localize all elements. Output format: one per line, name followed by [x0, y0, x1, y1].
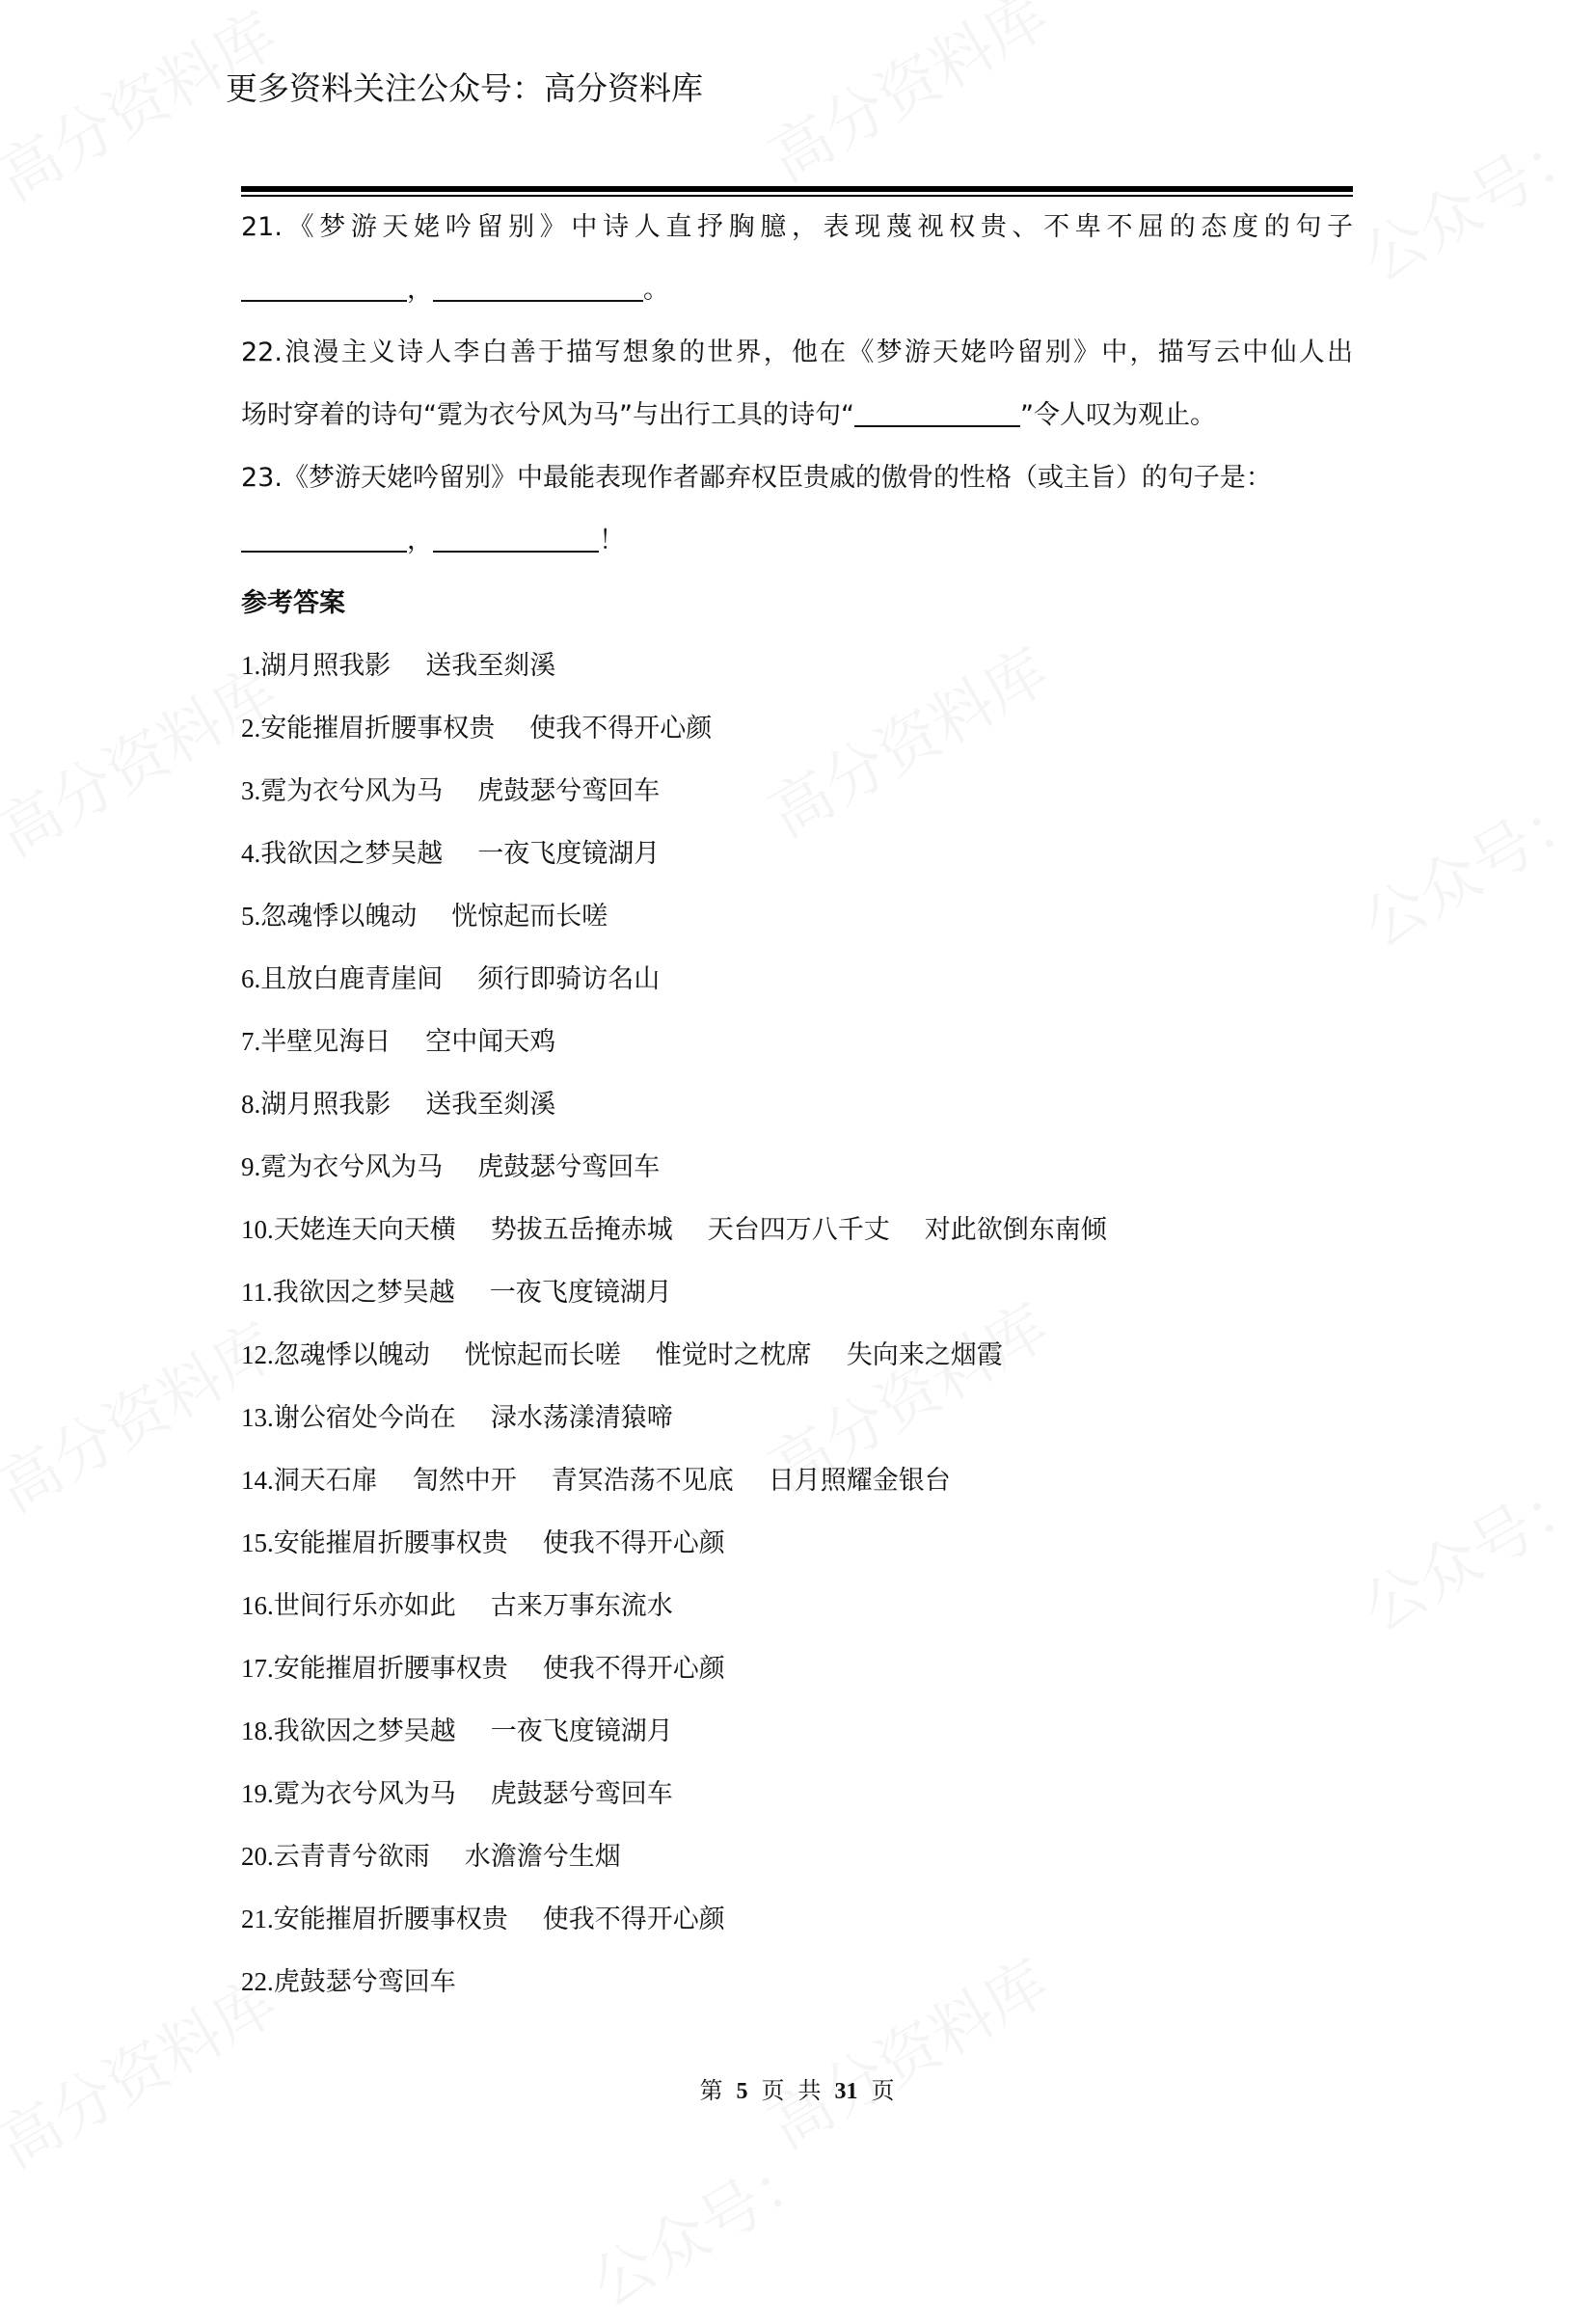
answer-text: 失向来之烟霞 — [846, 1340, 1003, 1370]
answer-number: 22. — [241, 1967, 274, 1996]
answer-item — [241, 760, 1353, 823]
answer-number: 17. — [241, 1654, 274, 1683]
answer-text: 訇然中开 — [412, 1466, 517, 1496]
document-body — [241, 196, 1353, 2013]
answer-text: 天台四万八千丈 — [707, 1215, 890, 1245]
answer-text: 安能摧眉折腰事权贵 — [273, 1528, 508, 1558]
answer-number: 9. — [241, 1152, 261, 1181]
answer-text: 一夜飞度镜湖月 — [490, 1716, 673, 1746]
question-text: 场时穿着的诗句“霓为衣兮风为马”与出行工具的诗句“ — [241, 400, 854, 430]
answer-item — [241, 1700, 1353, 1763]
answer-item — [241, 1825, 1353, 1888]
answer-text: 虎鼓瑟兮鸾回车 — [490, 1779, 673, 1809]
answer-text: 虎鼓瑟兮鸾回车 — [477, 776, 661, 806]
answer-list — [241, 635, 1353, 2013]
answer-number: 8. — [241, 1090, 261, 1119]
page-footer — [0, 2071, 1594, 2105]
footer-text: 第 — [699, 2079, 723, 2104]
period: 。 — [643, 275, 669, 305]
answer-number: 3. — [241, 776, 261, 805]
answer-text: 湖月照我影 — [260, 651, 392, 681]
answer-text: 青冥浩荡不见底 — [551, 1466, 734, 1496]
answer-text: 惟觉时之枕席 — [655, 1340, 812, 1370]
answer-text: 空中闻天鸡 — [425, 1027, 556, 1057]
answer-number: 11. — [241, 1278, 273, 1307]
question-23-blanks — [241, 509, 1353, 572]
answer-text: 虎鼓瑟兮鸾回车 — [273, 1967, 456, 1997]
answer-text: 恍惊起而长嗟 — [451, 902, 608, 932]
answer-text: 虎鼓瑟兮鸾回车 — [477, 1152, 661, 1182]
answers-title: 参考答案 — [241, 588, 345, 618]
answer-number: 6. — [241, 964, 261, 993]
watermark — [1344, 1448, 1594, 1649]
answer-text: 一夜飞度镜湖月 — [477, 839, 661, 869]
answer-text: 我欲因之梦吴越 — [260, 839, 444, 869]
answer-blank[interactable] — [433, 275, 643, 302]
page-number: 5 — [736, 2079, 748, 2104]
answer-number: 19. — [241, 1779, 274, 1808]
answer-number: 1. — [241, 651, 261, 680]
answer-item — [241, 1575, 1353, 1637]
answer-item — [241, 1261, 1353, 1324]
answer-text: 世间行乐亦如此 — [273, 1591, 456, 1621]
question-23: 23.《梦游天姥吟留别》中最能表现作者鄙弃权臣贵戚的傲骨的性格（或主旨）的句子是： — [241, 463, 1272, 493]
footer-text: 页 共 — [761, 2079, 822, 2104]
answer-text: 云青青兮欲雨 — [273, 1842, 430, 1872]
answer-text: 我欲因之梦吴越 — [273, 1716, 456, 1746]
answer-text: 且放白鹿青崖间 — [260, 964, 444, 994]
answer-text: 安能摧眉折腰事权贵 — [260, 714, 496, 743]
answer-number: 7. — [241, 1027, 261, 1056]
answer-text: 古来万事东流水 — [490, 1591, 673, 1621]
answer-number: 4. — [241, 839, 261, 868]
answer-item — [241, 1888, 1353, 1951]
answer-number: 15. — [241, 1528, 274, 1557]
answer-item — [241, 1387, 1353, 1449]
answer-item — [241, 823, 1353, 885]
answer-number: 20. — [241, 1842, 274, 1871]
answer-text: 霓为衣兮风为马 — [260, 776, 444, 806]
answer-number: 2. — [241, 714, 261, 743]
answer-item — [241, 1324, 1353, 1387]
answer-text: 对此欲倒东南倾 — [924, 1215, 1107, 1245]
answer-item — [241, 1011, 1353, 1073]
answer-text: 霓为衣兮风为马 — [273, 1779, 456, 1809]
question-22-line2 — [241, 384, 1353, 446]
answer-blank[interactable] — [241, 275, 407, 302]
page-header: 更多资料关注公众号：高分资料库 — [226, 69, 703, 107]
answer-text: 须行即骑访名山 — [477, 964, 661, 994]
answer-number: 13. — [241, 1403, 274, 1432]
answer-number: 16. — [241, 1591, 274, 1620]
total-pages: 31 — [834, 2079, 858, 2104]
answer-item — [241, 635, 1353, 697]
answer-text: 恍惊起而长嗟 — [464, 1340, 621, 1370]
answer-number: 12. — [241, 1340, 274, 1369]
answer-text: 日月照耀金银台 — [768, 1466, 951, 1496]
watermark — [1344, 764, 1594, 964]
answer-number: 10. — [241, 1215, 274, 1244]
answer-number: 18. — [241, 1716, 274, 1745]
answer-item — [241, 1199, 1353, 1261]
question-text: ”令人叹为观止。 — [1019, 400, 1216, 430]
exclamation: ！ — [599, 526, 625, 555]
question-21-blanks — [241, 258, 1353, 321]
answer-text: 一夜飞度镜湖月 — [489, 1278, 672, 1308]
answer-item — [241, 1763, 1353, 1825]
answer-text: 使我不得开心颜 — [529, 714, 713, 743]
answer-text: 送我至剡溪 — [425, 651, 556, 681]
answer-number: 21. — [241, 1905, 274, 1933]
answer-text: 霓为衣兮风为马 — [260, 1152, 444, 1182]
answer-item — [241, 885, 1353, 948]
answer-text: 我欲因之梦吴越 — [272, 1278, 455, 1308]
answer-text: 谢公宿处今尚在 — [273, 1403, 456, 1433]
answer-item — [241, 1637, 1353, 1700]
separator: ， — [407, 526, 433, 555]
answer-text: 半壁见海日 — [260, 1027, 392, 1057]
separator: ， — [407, 275, 433, 305]
answer-text: 送我至剡溪 — [425, 1090, 556, 1120]
answer-text: 天姥连天向天横 — [273, 1215, 456, 1245]
answer-text: 使我不得开心颜 — [542, 1905, 725, 1934]
watermark — [573, 2123, 831, 2324]
answer-item — [241, 697, 1353, 760]
answer-blank[interactable] — [241, 526, 407, 553]
watermark — [1344, 98, 1594, 299]
answer-text: 安能摧眉折腰事权贵 — [273, 1654, 508, 1684]
footer-text: 页 — [871, 2079, 895, 2104]
answer-text: 渌水荡漾清猿啼 — [490, 1403, 673, 1433]
question-21: 21.《梦游天姥吟留别》中诗人直抒胸臆，表现蔑视权贵、不卑不屈的态度的句子 — [241, 212, 1353, 242]
answer-number: 14. — [241, 1466, 274, 1495]
answer-item — [241, 1951, 1353, 2013]
answer-text: 使我不得开心颜 — [542, 1528, 725, 1558]
answer-item — [241, 1449, 1353, 1512]
answer-blank[interactable] — [854, 400, 1020, 427]
answer-text: 使我不得开心颜 — [542, 1654, 725, 1684]
answer-item — [241, 1512, 1353, 1575]
answer-item — [241, 1136, 1353, 1199]
answer-number: 5. — [241, 902, 261, 931]
question-22: 22.浪漫主义诗人李白善于描写想象的世界，他在《梦游天姥吟留别》中，描写云中仙人出 — [241, 338, 1353, 367]
answer-text: 安能摧眉折腰事权贵 — [273, 1905, 508, 1934]
watermark — [750, 0, 1062, 199]
answer-blank[interactable] — [433, 526, 599, 553]
answer-text: 洞天石扉 — [273, 1466, 378, 1496]
answer-text: 水澹澹兮生烟 — [464, 1842, 621, 1872]
answer-text: 忽魂悸以魄动 — [273, 1340, 430, 1370]
answer-text: 忽魂悸以魄动 — [260, 902, 418, 932]
answer-text: 势拔五岳掩赤城 — [490, 1215, 673, 1245]
answer-text: 湖月照我影 — [260, 1090, 392, 1120]
answer-item — [241, 1073, 1353, 1136]
answer-item — [241, 948, 1353, 1011]
